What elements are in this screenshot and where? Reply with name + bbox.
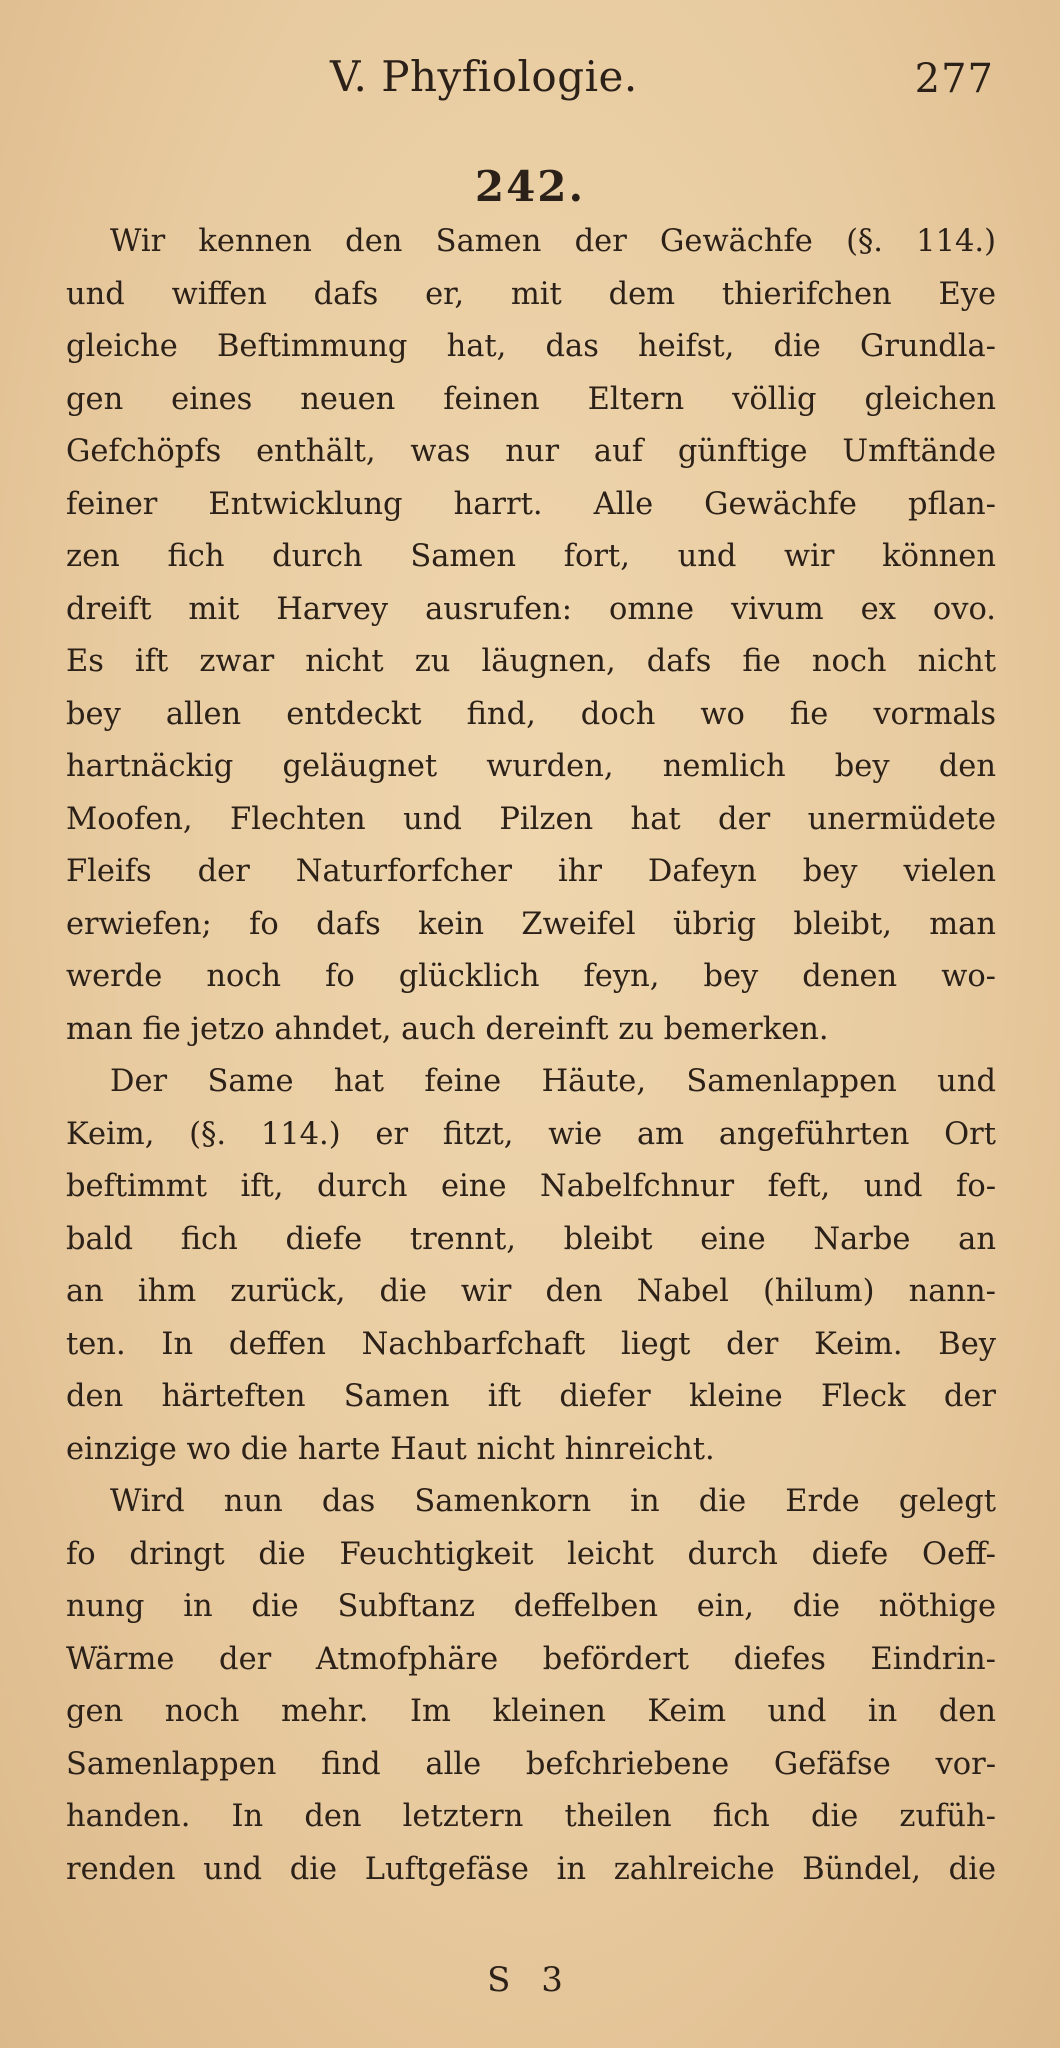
text-line: erwiefen; fo dafs kein Zweifel übrig bleibt, man (66, 906, 996, 942)
text-line: an ihm zurück, die wir den Nabel (hilum) nann- (66, 1274, 996, 1309)
page-number: 277 (914, 56, 994, 102)
text-line: Samenlappen find alle befchriebene Gefäfse vor- (66, 1746, 996, 1782)
text-line: Keim, (§. 114.) er fitzt, wie am angeführten Ort (66, 1116, 996, 1152)
running-title: V. Phyfiologie. (330, 52, 638, 101)
text-line: Fleifs der Naturforfcher ihr Dafeyn bey vielen (66, 854, 996, 889)
text-line: werde noch fo glücklich feyn, bey denen wo- (66, 959, 996, 994)
text-line: gen eines neuen feinen Eltern völlig gleichen (66, 381, 996, 417)
text-line: man fie jetzo ahndet, auch dereinft zu bemerken. (66, 1011, 829, 1047)
text-line: Es ift zwar nicht zu läugnen, dafs fie noch nicht (66, 644, 996, 679)
text-line: fo dringt die Feuchtigkeit leicht durch diefe Oeff- (66, 1536, 996, 1572)
text-line: dreift mit Harvey ausrufen: omne vivum ex ovo. (66, 591, 996, 627)
text-line: einzige wo die harte Haut nicht hinreicht. (66, 1431, 715, 1467)
text-line: beftimmt ift, durch eine Nabelfchnur feft, und fo- (66, 1169, 996, 1204)
text-line: zen fich durch Samen fort, und wir können (66, 539, 996, 574)
body-text (66, 216, 996, 1896)
signature-mark: S 3 (487, 1960, 573, 2000)
text-line: gleiche Beftimmung hat, das heifst, die Grundla- (66, 329, 996, 364)
text-line: renden und die Luftgefäse in zahlreiche Bündel, die (66, 1851, 996, 1887)
text-line: Wir kennen den Samen der Gewächfe (§. 114.) (110, 224, 996, 259)
running-head (0, 52, 1060, 112)
section-number: 242. (474, 162, 586, 211)
text-line: den härteften Samen ift diefer kleine Fleck der (66, 1379, 996, 1414)
text-line: ten. In deffen Nachbarfchaft liegt der Keim. Bey (66, 1326, 996, 1362)
text-line: handen. In den letztern theilen fich die zufüh- (66, 1799, 996, 1834)
text-line: hartnäckig geläugnet wurden, nemlich bey den (66, 749, 996, 784)
text-line: bald fich diefe trennt, bleibt eine Narbe an (66, 1221, 996, 1257)
text-line: nung in die Subftanz deffelben ein, die nöthige (66, 1589, 996, 1624)
text-line: feiner Entwicklung harrt. Alle Gewächfe pflan- (66, 486, 996, 522)
text-line: Wird nun das Samenkorn in die Erde gelegt (110, 1484, 996, 1519)
text-line: Wärme der Atmofphäre befördert diefes Eindrin- (66, 1641, 996, 1677)
text-line: und wiffen dafs er, mit dem thierifchen Eye (66, 276, 996, 312)
text-line: Der Same hat feine Häute, Samenlappen und (110, 1064, 996, 1099)
text-line: bey allen entdeckt find, doch wo fie vormals (66, 696, 996, 732)
text-line: gen noch mehr. Im kleinen Keim und in den (66, 1694, 996, 1729)
text-line: Moofen, Flechten und Pilzen hat der unermüdete (66, 801, 996, 837)
text-line: Gefchöpfs enthält, was nur auf günftige Umftände (66, 434, 996, 469)
